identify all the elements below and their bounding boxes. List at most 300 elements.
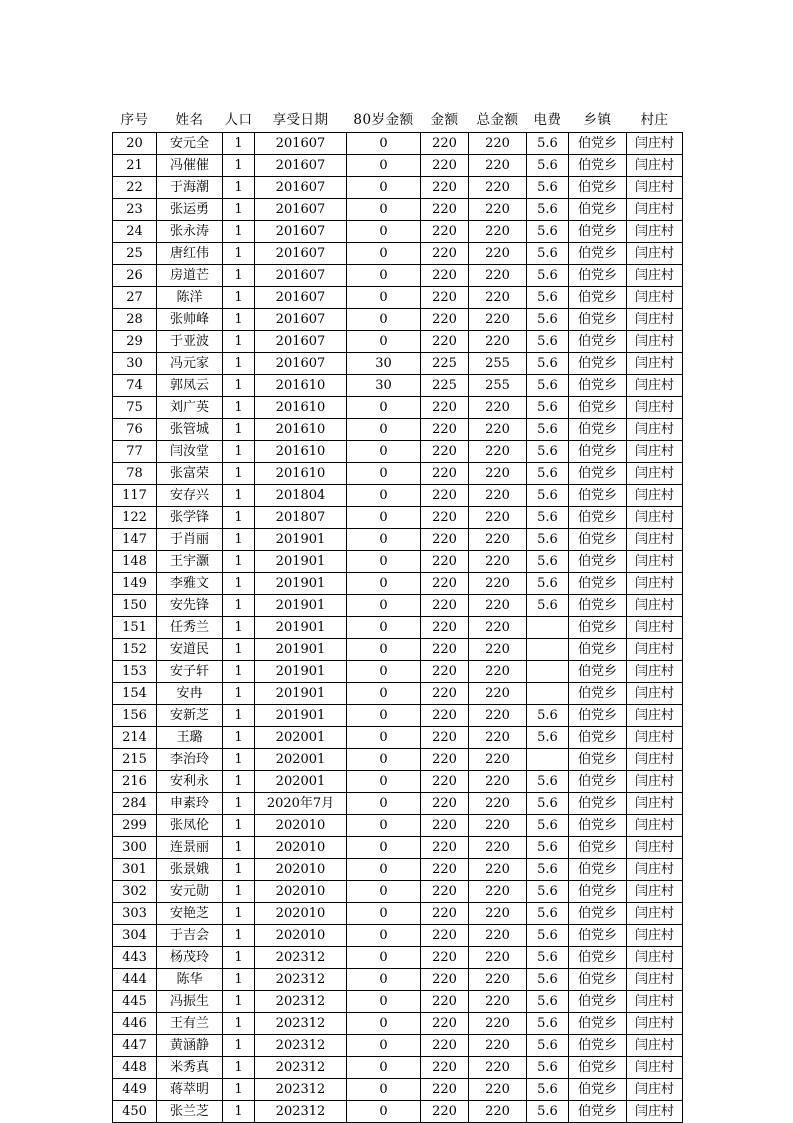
table-row [113, 683, 683, 705]
cell-name: 陈洋 [157, 287, 223, 309]
cell-amount-80: 0 [347, 199, 421, 221]
column-header-amount-80: 80岁金额 [347, 108, 421, 133]
cell-village: 闫庄村 [627, 925, 683, 947]
cell-total-amount: 220 [469, 793, 527, 815]
table-row [113, 705, 683, 727]
cell-population: 1 [223, 1101, 255, 1123]
cell-name: 刘广英 [157, 397, 223, 419]
cell-amount-80: 0 [347, 1057, 421, 1079]
cell-sequence: 122 [113, 507, 157, 529]
cell-name: 王有兰 [157, 1013, 223, 1035]
cell-total-amount: 220 [469, 661, 527, 683]
column-header-sequence: 序号 [113, 108, 157, 133]
cell-amount-80: 30 [347, 375, 421, 397]
table-row [113, 441, 683, 463]
cell-township: 伯党乡 [569, 441, 627, 463]
cell-total-amount: 220 [469, 727, 527, 749]
cell-benefit-date: 201901 [255, 595, 347, 617]
cell-township: 伯党乡 [569, 309, 627, 331]
cell-township: 伯党乡 [569, 177, 627, 199]
table-body [113, 133, 683, 1123]
cell-amount: 220 [421, 397, 469, 419]
cell-benefit-date: 201901 [255, 617, 347, 639]
cell-total-amount: 220 [469, 485, 527, 507]
cell-sequence: 304 [113, 925, 157, 947]
cell-amount: 220 [421, 1057, 469, 1079]
cell-population: 1 [223, 1035, 255, 1057]
cell-amount-80: 0 [347, 837, 421, 859]
cell-amount: 220 [421, 551, 469, 573]
cell-sequence: 301 [113, 859, 157, 881]
cell-amount-80: 0 [347, 749, 421, 771]
cell-village: 闫庄村 [627, 947, 683, 969]
cell-amount-80: 0 [347, 287, 421, 309]
cell-village: 闫庄村 [627, 661, 683, 683]
cell-village: 闫庄村 [627, 1079, 683, 1101]
table-row [113, 287, 683, 309]
cell-total-amount: 220 [469, 397, 527, 419]
table-row [113, 485, 683, 507]
cell-population: 1 [223, 661, 255, 683]
cell-electric-fee: 5.6 [527, 881, 569, 903]
column-header-total-amount: 总金额 [469, 108, 527, 133]
cell-amount: 220 [421, 705, 469, 727]
cell-village: 闫庄村 [627, 243, 683, 265]
cell-amount: 220 [421, 155, 469, 177]
cell-amount-80: 0 [347, 639, 421, 661]
cell-sequence: 154 [113, 683, 157, 705]
cell-name: 张运勇 [157, 199, 223, 221]
cell-benefit-date: 201607 [255, 331, 347, 353]
cell-township: 伯党乡 [569, 1035, 627, 1057]
cell-population: 1 [223, 287, 255, 309]
cell-village: 闫庄村 [627, 309, 683, 331]
cell-population: 1 [223, 859, 255, 881]
cell-benefit-date: 201901 [255, 551, 347, 573]
cell-benefit-date: 202312 [255, 1101, 347, 1123]
cell-total-amount: 220 [469, 815, 527, 837]
cell-township: 伯党乡 [569, 287, 627, 309]
cell-village: 闫庄村 [627, 837, 683, 859]
cell-electric-fee: 5.6 [527, 727, 569, 749]
cell-township: 伯党乡 [569, 1101, 627, 1123]
cell-benefit-date: 201804 [255, 485, 347, 507]
cell-name: 安先锋 [157, 595, 223, 617]
cell-township: 伯党乡 [569, 265, 627, 287]
cell-population: 1 [223, 815, 255, 837]
cell-amount: 220 [421, 793, 469, 815]
cell-total-amount: 220 [469, 1079, 527, 1101]
table-row [113, 881, 683, 903]
cell-amount-80: 0 [347, 309, 421, 331]
cell-amount-80: 0 [347, 903, 421, 925]
cell-township: 伯党乡 [569, 1013, 627, 1035]
cell-electric-fee: 5.6 [527, 199, 569, 221]
table-row [113, 309, 683, 331]
cell-electric-fee [527, 639, 569, 661]
cell-township: 伯党乡 [569, 529, 627, 551]
cell-electric-fee: 5.6 [527, 859, 569, 881]
cell-village: 闫庄村 [627, 881, 683, 903]
table-row [113, 375, 683, 397]
table-row [113, 177, 683, 199]
cell-electric-fee: 5.6 [527, 1035, 569, 1057]
cell-amount-80: 0 [347, 331, 421, 353]
cell-benefit-date: 202001 [255, 749, 347, 771]
table-row [113, 221, 683, 243]
cell-benefit-date: 201610 [255, 375, 347, 397]
cell-township: 伯党乡 [569, 727, 627, 749]
cell-population: 1 [223, 705, 255, 727]
cell-sequence: 302 [113, 881, 157, 903]
cell-electric-fee: 5.6 [527, 991, 569, 1013]
table-row [113, 199, 683, 221]
cell-total-amount: 220 [469, 221, 527, 243]
cell-benefit-date: 202010 [255, 859, 347, 881]
cell-sequence: 447 [113, 1035, 157, 1057]
cell-village: 闫庄村 [627, 265, 683, 287]
cell-amount: 220 [421, 969, 469, 991]
cell-sequence: 28 [113, 309, 157, 331]
cell-electric-fee: 5.6 [527, 287, 569, 309]
cell-amount: 220 [421, 859, 469, 881]
cell-total-amount: 220 [469, 419, 527, 441]
cell-sequence: 215 [113, 749, 157, 771]
cell-total-amount: 220 [469, 309, 527, 331]
cell-amount: 220 [421, 925, 469, 947]
cell-name: 安道民 [157, 639, 223, 661]
cell-benefit-date: 201607 [255, 353, 347, 375]
cell-population: 1 [223, 331, 255, 353]
cell-electric-fee: 5.6 [527, 551, 569, 573]
cell-total-amount: 220 [469, 573, 527, 595]
cell-village: 闫庄村 [627, 1057, 683, 1079]
cell-township: 伯党乡 [569, 155, 627, 177]
table-row [113, 771, 683, 793]
cell-electric-fee: 5.6 [527, 331, 569, 353]
cell-population: 1 [223, 155, 255, 177]
cell-benefit-date: 201607 [255, 177, 347, 199]
cell-population: 1 [223, 177, 255, 199]
cell-total-amount: 220 [469, 1101, 527, 1123]
cell-total-amount: 220 [469, 947, 527, 969]
cell-population: 1 [223, 969, 255, 991]
cell-village: 闫庄村 [627, 903, 683, 925]
cell-township: 伯党乡 [569, 617, 627, 639]
cell-electric-fee: 5.6 [527, 419, 569, 441]
cell-village: 闫庄村 [627, 507, 683, 529]
cell-amount: 225 [421, 375, 469, 397]
cell-amount-80: 0 [347, 925, 421, 947]
table-row [113, 397, 683, 419]
column-header-benefit-date: 享受日期 [255, 108, 347, 133]
cell-name: 郭凤云 [157, 375, 223, 397]
cell-total-amount: 220 [469, 991, 527, 1013]
cell-benefit-date: 201607 [255, 287, 347, 309]
cell-total-amount: 220 [469, 155, 527, 177]
cell-township: 伯党乡 [569, 397, 627, 419]
column-header-name: 姓名 [157, 108, 223, 133]
cell-name: 张管城 [157, 419, 223, 441]
cell-village: 闫庄村 [627, 419, 683, 441]
cell-sequence: 443 [113, 947, 157, 969]
cell-township: 伯党乡 [569, 903, 627, 925]
cell-population: 1 [223, 397, 255, 419]
cell-benefit-date: 201610 [255, 419, 347, 441]
cell-village: 闫庄村 [627, 155, 683, 177]
cell-total-amount: 220 [469, 507, 527, 529]
cell-electric-fee: 5.6 [527, 441, 569, 463]
cell-benefit-date: 201901 [255, 661, 347, 683]
cell-township: 伯党乡 [569, 815, 627, 837]
cell-population: 1 [223, 639, 255, 661]
cell-amount-80: 0 [347, 969, 421, 991]
table-row [113, 661, 683, 683]
cell-name: 蒋萃明 [157, 1079, 223, 1101]
table-header-row [113, 108, 683, 133]
cell-amount: 220 [421, 617, 469, 639]
cell-sequence: 74 [113, 375, 157, 397]
cell-electric-fee: 5.6 [527, 815, 569, 837]
cell-village: 闫庄村 [627, 1035, 683, 1057]
cell-township: 伯党乡 [569, 419, 627, 441]
cell-sequence: 149 [113, 573, 157, 595]
cell-electric-fee: 5.6 [527, 1013, 569, 1035]
table-row [113, 265, 683, 287]
cell-name: 陈华 [157, 969, 223, 991]
table-row [113, 331, 683, 353]
cell-population: 1 [223, 903, 255, 925]
cell-name: 张学锋 [157, 507, 223, 529]
cell-township: 伯党乡 [569, 771, 627, 793]
table-row [113, 573, 683, 595]
cell-electric-fee [527, 617, 569, 639]
cell-total-amount: 220 [469, 463, 527, 485]
cell-village: 闫庄村 [627, 463, 683, 485]
cell-sequence: 156 [113, 705, 157, 727]
cell-electric-fee: 5.6 [527, 969, 569, 991]
cell-village: 闫庄村 [627, 441, 683, 463]
cell-population: 1 [223, 243, 255, 265]
cell-population: 1 [223, 617, 255, 639]
cell-name: 于亚波 [157, 331, 223, 353]
cell-village: 闫庄村 [627, 485, 683, 507]
cell-benefit-date: 201610 [255, 397, 347, 419]
cell-amount-80: 0 [347, 463, 421, 485]
cell-village: 闫庄村 [627, 617, 683, 639]
cell-total-amount: 220 [469, 617, 527, 639]
cell-village: 闫庄村 [627, 859, 683, 881]
cell-amount-80: 0 [347, 881, 421, 903]
cell-sequence: 117 [113, 485, 157, 507]
cell-name: 安存兴 [157, 485, 223, 507]
cell-population: 1 [223, 595, 255, 617]
cell-population: 1 [223, 353, 255, 375]
cell-name: 安冉 [157, 683, 223, 705]
cell-amount: 220 [421, 573, 469, 595]
cell-amount-80: 0 [347, 947, 421, 969]
cell-population: 1 [223, 507, 255, 529]
cell-electric-fee: 5.6 [527, 221, 569, 243]
cell-electric-fee: 5.6 [527, 177, 569, 199]
cell-township: 伯党乡 [569, 969, 627, 991]
cell-sequence: 449 [113, 1079, 157, 1101]
cell-benefit-date: 202010 [255, 837, 347, 859]
cell-amount-80: 0 [347, 441, 421, 463]
cell-sequence: 300 [113, 837, 157, 859]
cell-amount: 220 [421, 419, 469, 441]
cell-name: 张富荣 [157, 463, 223, 485]
cell-name: 张景娥 [157, 859, 223, 881]
table-row [113, 1013, 683, 1035]
cell-population: 1 [223, 133, 255, 155]
cell-name: 张永涛 [157, 221, 223, 243]
cell-amount-80: 0 [347, 1101, 421, 1123]
cell-amount: 220 [421, 331, 469, 353]
cell-township: 伯党乡 [569, 353, 627, 375]
cell-amount-80: 0 [347, 705, 421, 727]
cell-township: 伯党乡 [569, 705, 627, 727]
cell-village: 闫庄村 [627, 133, 683, 155]
cell-sequence: 76 [113, 419, 157, 441]
cell-amount: 220 [421, 309, 469, 331]
cell-population: 1 [223, 265, 255, 287]
cell-benefit-date: 201607 [255, 265, 347, 287]
cell-total-amount: 220 [469, 683, 527, 705]
cell-electric-fee: 5.6 [527, 837, 569, 859]
cell-village: 闫庄村 [627, 969, 683, 991]
cell-amount-80: 0 [347, 661, 421, 683]
cell-name: 任秀兰 [157, 617, 223, 639]
cell-township: 伯党乡 [569, 881, 627, 903]
column-header-amount: 金额 [421, 108, 469, 133]
cell-amount: 220 [421, 265, 469, 287]
table-row [113, 1057, 683, 1079]
cell-township: 伯党乡 [569, 1057, 627, 1079]
cell-benefit-date: 202312 [255, 969, 347, 991]
cell-name: 王璐 [157, 727, 223, 749]
cell-township: 伯党乡 [569, 859, 627, 881]
cell-township: 伯党乡 [569, 463, 627, 485]
cell-total-amount: 255 [469, 353, 527, 375]
cell-amount-80: 0 [347, 991, 421, 1013]
cell-electric-fee: 5.6 [527, 793, 569, 815]
column-header-population: 人口 [223, 108, 255, 133]
cell-total-amount: 220 [469, 551, 527, 573]
cell-amount: 220 [421, 661, 469, 683]
cell-amount-80: 0 [347, 617, 421, 639]
cell-township: 伯党乡 [569, 793, 627, 815]
cell-amount-80: 0 [347, 177, 421, 199]
table-row [113, 529, 683, 551]
cell-electric-fee: 5.6 [527, 133, 569, 155]
cell-benefit-date: 201901 [255, 705, 347, 727]
cell-sequence: 284 [113, 793, 157, 815]
cell-benefit-date: 202010 [255, 925, 347, 947]
cell-village: 闫庄村 [627, 331, 683, 353]
cell-amount: 220 [421, 507, 469, 529]
cell-township: 伯党乡 [569, 133, 627, 155]
table-row [113, 991, 683, 1013]
cell-amount: 220 [421, 287, 469, 309]
cell-population: 1 [223, 881, 255, 903]
table-row [113, 243, 683, 265]
table-row [113, 969, 683, 991]
cell-sequence: 21 [113, 155, 157, 177]
cell-amount: 220 [421, 991, 469, 1013]
cell-benefit-date: 201901 [255, 639, 347, 661]
cell-population: 1 [223, 837, 255, 859]
cell-name: 安艳芝 [157, 903, 223, 925]
cell-electric-fee: 5.6 [527, 903, 569, 925]
cell-benefit-date: 201607 [255, 155, 347, 177]
cell-village: 闫庄村 [627, 1013, 683, 1035]
cell-name: 杨茂玲 [157, 947, 223, 969]
cell-electric-fee: 5.6 [527, 463, 569, 485]
cell-name: 冯催催 [157, 155, 223, 177]
cell-population: 1 [223, 463, 255, 485]
cell-electric-fee: 5.6 [527, 353, 569, 375]
cell-name: 安子轩 [157, 661, 223, 683]
cell-amount: 220 [421, 463, 469, 485]
cell-village: 闫庄村 [627, 815, 683, 837]
cell-electric-fee: 5.6 [527, 925, 569, 947]
table-row [113, 507, 683, 529]
cell-village: 闫庄村 [627, 639, 683, 661]
cell-benefit-date: 202312 [255, 947, 347, 969]
cell-benefit-date: 201607 [255, 243, 347, 265]
cell-electric-fee: 5.6 [527, 595, 569, 617]
cell-village: 闫庄村 [627, 353, 683, 375]
cell-amount-80: 0 [347, 595, 421, 617]
cell-amount: 220 [421, 815, 469, 837]
cell-sequence: 22 [113, 177, 157, 199]
cell-population: 1 [223, 947, 255, 969]
cell-benefit-date: 202312 [255, 1057, 347, 1079]
cell-township: 伯党乡 [569, 683, 627, 705]
cell-electric-fee: 5.6 [527, 309, 569, 331]
cell-township: 伯党乡 [569, 1079, 627, 1101]
cell-total-amount: 220 [469, 903, 527, 925]
table-row [113, 727, 683, 749]
cell-amount-80: 0 [347, 683, 421, 705]
cell-township: 伯党乡 [569, 639, 627, 661]
cell-village: 闫庄村 [627, 705, 683, 727]
cell-sequence: 29 [113, 331, 157, 353]
cell-sequence: 448 [113, 1057, 157, 1079]
cell-total-amount: 220 [469, 969, 527, 991]
cell-amount: 225 [421, 353, 469, 375]
cell-population: 1 [223, 683, 255, 705]
cell-benefit-date: 201807 [255, 507, 347, 529]
cell-benefit-date: 2020年7月 [255, 793, 347, 815]
cell-village: 闫庄村 [627, 991, 683, 1013]
cell-population: 1 [223, 749, 255, 771]
cell-township: 伯党乡 [569, 199, 627, 221]
cell-amount-80: 30 [347, 353, 421, 375]
cell-amount-80: 0 [347, 727, 421, 749]
cell-population: 1 [223, 793, 255, 815]
cell-village: 闫庄村 [627, 793, 683, 815]
cell-amount: 220 [421, 771, 469, 793]
cell-amount: 220 [421, 243, 469, 265]
cell-name: 房道芒 [157, 265, 223, 287]
cell-benefit-date: 201610 [255, 441, 347, 463]
cell-amount: 220 [421, 441, 469, 463]
cell-sequence: 26 [113, 265, 157, 287]
cell-electric-fee: 5.6 [527, 375, 569, 397]
cell-total-amount: 220 [469, 331, 527, 353]
